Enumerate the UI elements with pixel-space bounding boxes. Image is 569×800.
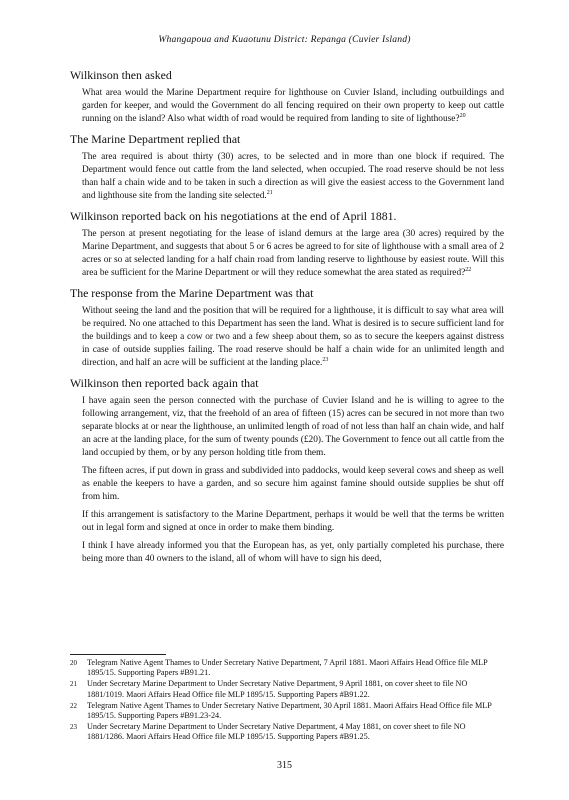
section-block: [70, 209, 504, 280]
footnote-text: Under Secretary Marine Department to Under Secretary Native Department, 9 April 1881, on cover sheet to file NO 1881/1019. Maori Affairs Head Office file MLP 1895/15. Supporting Papers #B91.22.: [87, 679, 468, 699]
quoted-paragraph: I think I have already informed you that the European has, as yet, only partially completed his purchase, there being more than 40 owners to the island, all of whom will have to sign his deed,: [82, 541, 504, 564]
page-number: 315: [277, 760, 292, 771]
footnote-ref: 22: [465, 266, 472, 273]
quoted-paragraph: [70, 87, 504, 126]
section-block: [70, 68, 504, 126]
quoted-paragraph: I have again seen the person connected with the purchase of Cuvier Island and he is willing to agree to the following arrangement, viz, that the freehold of an area of fifteen (15) acres can be secured in not more than two separate blocks at or near the lighthouse, an unlimited length of road of not less than half an chain wide, and half an acre at the landing place, for the sum of twenty pounds (£20). The Government to fence out all cattle from the land occupied by them, or by any person holding title from them.: [82, 396, 504, 458]
running-header: Whangapoua and Kuaotunu District: Repanga (Cuvier Island): [158, 34, 411, 45]
footnote: [70, 679, 504, 699]
quoted-paragraph: The fifteen acres, if put down in grass and subdivided into paddocks, would keep several cows and sheep as well as enable the keepers to have a garden, and so secure him against famine should outside supplies be shut off from him.: [82, 466, 504, 502]
section-block: [70, 132, 504, 203]
paragraph-text: The area required is about thirty (30) acres, to be selected and in more than one block if required. The Department would fence out cattle from the land selected, when occupied. The road reserve should be not less than half a chain wide and to be taken in such a direction as will give the easiest access to the Government land and lighthouse site from the landing site selected.: [82, 152, 504, 201]
section-heading: Wilkinson then reported back again that: [70, 376, 259, 390]
section-block: [70, 376, 504, 566]
footnotes: [70, 658, 504, 744]
footnote-number: 22: [70, 701, 77, 710]
section-heading: Wilkinson then asked: [70, 68, 172, 82]
section-heading: The Marine Department replied that: [70, 132, 241, 146]
footnote-text: Telegram Native Agent Thames to Under Secretary Native Department, 30 April 1881. Maori Affairs Head Office file MLP 1895/15. Supporting Papers #B91.23-24.: [87, 700, 492, 721]
quoted-paragraph: [70, 151, 504, 203]
footnote-ref: 21: [266, 189, 273, 196]
footnote-number: 21: [70, 680, 77, 689]
footnote-text: Telegram Native Agent Thames to Under Secretary Native Department, 7 April 1881. Maori Affairs Head Office file MLP 1895/15. Supporting Papers #B91.21.: [87, 658, 488, 678]
footnote: [70, 722, 504, 742]
footnote-number: 20: [70, 659, 77, 667]
quoted-paragraph: [70, 228, 504, 280]
footnote: [70, 701, 504, 721]
footnote-number: 23: [70, 723, 77, 732]
footnote-divider: [70, 654, 166, 655]
section-block: [70, 286, 504, 370]
footnote: [70, 658, 504, 678]
paragraph-text: Without seeing the land and the position that will be required for a lighthouse, it is difficult to say what area will be required. No one attached to this Department has seen the land. What is desired is to secure sufficient land for the buildings and to keep a cow or two and a few sheep about them, so as to secure the keepers against distress in case of outside supplies failing. The road reserve should be half a chain wide for an unlimited length and direction, and half an acre will be sufficient at the landing place.: [82, 306, 504, 368]
footnote-ref: 20: [459, 112, 466, 119]
quoted-paragraph: [70, 305, 504, 370]
footnote-ref: 23: [322, 356, 329, 363]
footnote-text: Under Secretary Marine Department to Under Secretary Native Department, 4 May 1881, on cover sheet to file NO 1881/1286. Maori Affairs Head Office file MLP 1895/15. Supporting Papers #B91.25.: [87, 722, 466, 742]
body-text: [70, 68, 504, 572]
section-heading: The response from the Marine Department was that: [70, 286, 314, 300]
paragraph-text: What area would the Marine Department require for lighthouse on Cuvier Island, including outbuildings and garden for keeper, and would the Government do all fencing required on their own property to keep out cattle running on the island? Also what width of road would be required from landing to site of lighthouse?: [82, 88, 504, 124]
paragraph-text: The person at present negotiating for the lease of island demurs at the large area (30 acres) required by the Marine Department, and suggests that about 5 or 6 acres be agreed to for site of lighthouse with a small area of 2 acres or so at selected landing for a half chain road from landing reserve to lighthouse by easiest route. Will this area be sufficient for the Marine Department or will they reduce somewhat the area stated as required?: [82, 229, 504, 278]
section-heading: Wilkinson reported back on his negotiations at the end of April 1881.: [70, 209, 397, 223]
quoted-paragraph: If this arrangement is satisfactory to the Marine Department, perhaps it would be well that the terms be written out in legal form and signed at once in order to make them binding.: [82, 510, 504, 533]
